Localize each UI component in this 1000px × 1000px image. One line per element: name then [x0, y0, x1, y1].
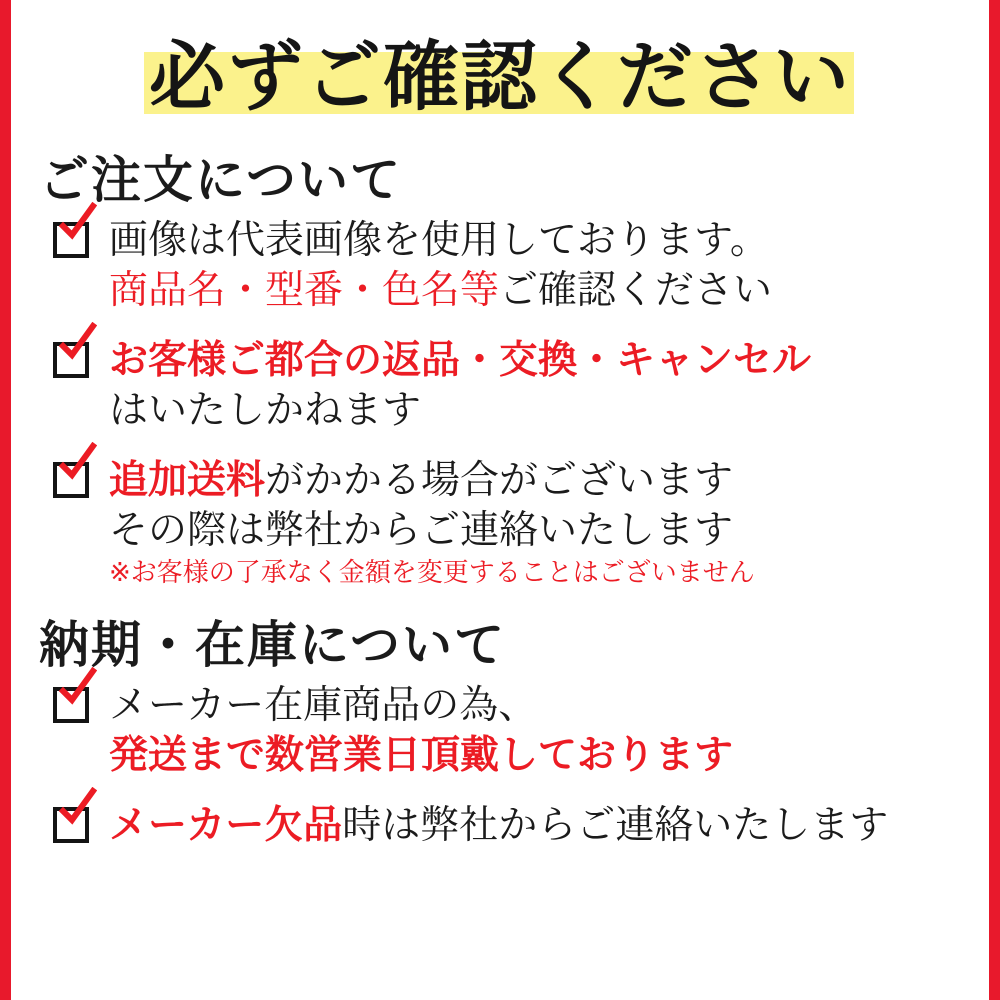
list-item — [53, 336, 989, 436]
list-item-line: 画像は代表画像を使用しております。 — [109, 218, 769, 263]
checkmark-icon — [57, 322, 97, 362]
checkmark-icon — [57, 787, 97, 827]
plain-text: 時は弊社からご連絡いたします — [342, 803, 889, 849]
checkmark-icon — [57, 442, 97, 482]
list-item — [53, 216, 989, 316]
list-item-line-mixed — [109, 266, 989, 316]
section-delivery-stock — [11, 615, 989, 851]
section-heading-delivery: 納期・在庫について — [39, 616, 506, 675]
list-item — [53, 801, 989, 851]
plain-text: ご確認ください — [499, 267, 773, 313]
list-item — [53, 456, 989, 592]
section-heading-orders: ご注文について — [39, 151, 402, 209]
page-content — [11, 0, 989, 1000]
emphasis-text: メーカー欠品 — [109, 803, 343, 849]
list-item-note: ※お客様の了承なく金額を変更することはございません — [109, 558, 755, 589]
page-title: 必ずご確認ください — [149, 32, 851, 121]
list-item — [53, 681, 989, 781]
title-block — [11, 0, 989, 150]
checkmark-icon — [57, 667, 97, 707]
list-item-line: その際は弊社からご連絡いたします — [109, 507, 734, 553]
emphasis-text: 商品名・型番・色名等 — [109, 267, 500, 313]
section-orders — [11, 150, 989, 591]
left-red-edge-bar — [0, 0, 11, 1000]
list-item-line: はいたしかねます — [109, 387, 422, 433]
checkmark-icon — [57, 202, 97, 242]
list-item-line: お客様ご都合の返品・交換・キャンセル — [109, 337, 812, 383]
emphasis-text: 追加送料 — [109, 457, 266, 503]
list-item-line-mixed — [109, 456, 989, 506]
list-item-line: メーカー在庫商品の為、 — [109, 683, 538, 729]
list-item-line: 発送まで数営業日頂戴しております — [109, 733, 734, 779]
right-red-edge-bar — [989, 0, 1000, 1000]
plain-text: がかかる場合がございます — [265, 457, 734, 503]
list-item-line-mixed — [109, 801, 989, 851]
